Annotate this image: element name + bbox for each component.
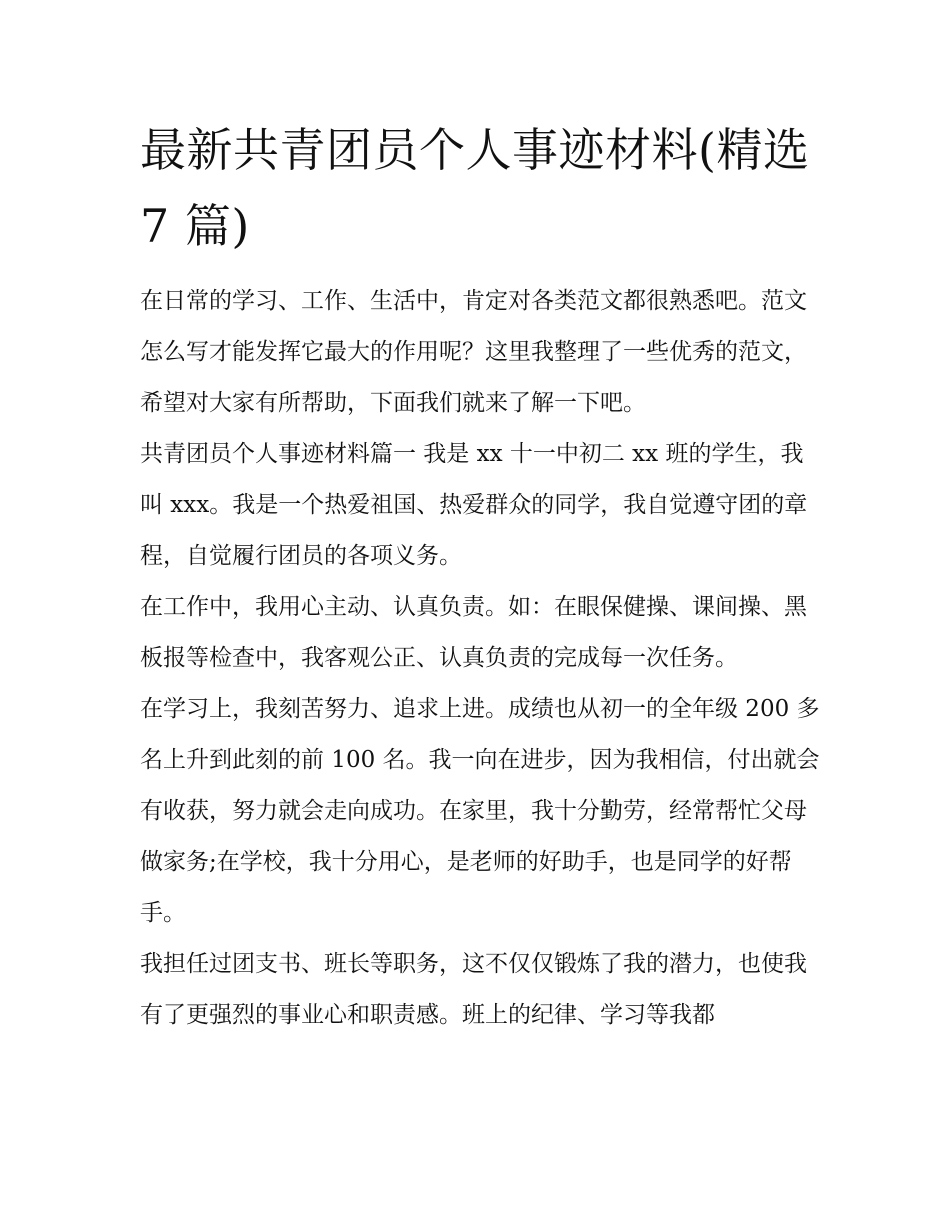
- paragraph-work: 在工作中，我用心主动、认真负责。如：在眼保健操、课间操、黑板报等检查中，我客观公正、认真负责的完成每一次任务。: [140, 594, 807, 671]
- paragraph-intro: 在日常的学习、工作、生活中，肯定对各类范文都很熟悉吧。范文怎么写才能发挥它最大的作用呢？这里我整理了一些优秀的范文，希望对大家有所帮助，下面我们就来了解一下吧。: [140, 288, 807, 416]
- document-title: 最新共青团员个人事迹材料(精选 7 篇): [140, 123, 810, 253]
- paragraph-self-introduction: 共青团员个人事迹材料篇一 我是 xx 十一中初二 xx 班的学生，我叫 xxx。我是一个热爱祖国、热爱群众的同学，我自觉遵守团的章程，自觉履行团员的各项义务。: [140, 441, 808, 569]
- paragraph-study: 在学习上，我刻苦努力、追求上进。成绩也从初一的全年级 200 多名上升到此刻的前 100 名。我一向在进步，因为我相信，付出就会有收获，努力就会走向成功。在家里，我十分勤劳，经常帮忙父母做家务;在学校，我十分用心，是老师的好助手，也是同学的好帮手。: [140, 696, 820, 926]
- document-body: [140, 276, 820, 1041]
- paragraph-duties: 我担任过团支书、班长等职务，这不仅仅锻炼了我的潜力，也使我有了更强烈的事业心和职责感。班上的纪律、学习等我都: [140, 951, 807, 1028]
